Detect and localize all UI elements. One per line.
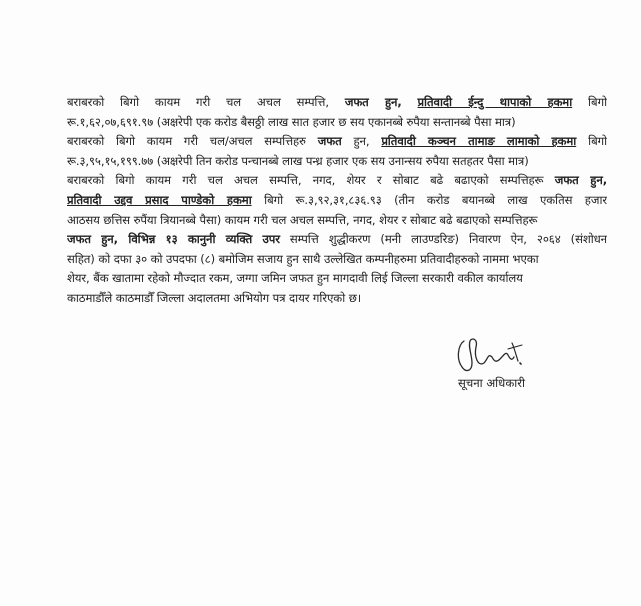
line-3-bold: जफत — [317, 134, 342, 149]
text-line-3 — [67, 132, 607, 152]
text-line-1 — [67, 93, 607, 113]
line-5-bold: जफत हुन, — [554, 173, 607, 188]
line-6-text: बिगो रू.३,९२,३१,८३६.९३ (तीन करोड बयानब्बे लाख एकतिस हजार — [264, 192, 607, 207]
text-line-8 — [67, 230, 607, 250]
line-3-mid: हुन, — [353, 134, 370, 149]
line-1-text: बराबरको बिगो कायम गरी चल अचल सम्पत्ति, — [67, 95, 329, 109]
signatory-title: सूचना अधिकारी — [458, 376, 525, 390]
defendant-uddav-pandey: प्रतिवादी उद्दव प्रसाद पाण्डेको हकमा — [67, 192, 252, 207]
handwritten-signature — [450, 333, 530, 379]
text-line-11: काठमाडौँले काठमाडौँ जिल्ला अदालतमा अभियोग पत्र दायर गरिएको छ। — [67, 290, 362, 305]
text-line-2: रू.१,६२,०७,६९१.९७ (अक्षरेपी एक करोड बैसठ्ठी लाख सात हजार छ सय एकानब्बे रुपैया सन्तानब्बे पैसा मात्र) — [67, 114, 516, 129]
line-5-text: बराबरको बिगो कायम गरी चल अचल सम्पत्ति, नगद, शेयर र सोबाट बढे बढाएको सम्पत्तिहरू — [67, 173, 544, 188]
line-1-end: बिगो — [588, 95, 607, 109]
text-line-10: शेयर, बैंक खातामा रहेको मौज्दात रकम, जग्गा जमिन जफत हुन मागदावी लिई जिल्ला सरकारी वकील कार्यालय — [67, 271, 523, 286]
defendant-kanchan-tamang: प्रतिवादी कञ्चन तामाङ लामाको हकमा — [381, 134, 577, 149]
notice-body — [67, 93, 607, 309]
text-line-9: सहित) को दफा ३० को उपदफा (८) बमोजिम सजाय हुन साथै उल्लेखित कम्पनीहरुमा प्रतिवादीहरुको नाममा भएका — [67, 251, 539, 266]
line-3-text: बराबरको बिगो कायम गरी चल/अचल सम्पत्तिहरु — [67, 134, 306, 149]
text-line-6 — [67, 191, 607, 211]
defendant-indu-thapa: प्रतिवादी ईन्दु थापाको हकमा — [417, 95, 573, 109]
line-8-text: सम्पत्ति शुद्धीकरण (मनी लाउण्डरिङ) निवारण ऐन, २०६४ (संशोधन — [289, 232, 607, 247]
line-3-end: बिगो — [588, 134, 607, 149]
text-line-4: रू.३,९५,१५,१९९.७७ (अक्षरेपी तिन करोड पन्चानब्बे लाख पन्ध्र हजार एक सय उनान्सय रुपैया सतहतर पैसा मात्र) — [67, 153, 529, 168]
line-8-bold: जफत हुन, विभिन्न १३ कानुनी व्यक्ति उपर — [67, 232, 280, 247]
line-1-bold: जफत हुन, — [344, 95, 402, 109]
text-line-7: आठसय छत्तिस रुपैंया त्रियानब्बे पैसा) कायम गरी चल अचल सम्पत्ति, नगद, शेयर र सोबाट बढे बढाएको सम्पत्तिहरू — [67, 212, 538, 227]
text-line-5 — [67, 171, 607, 191]
